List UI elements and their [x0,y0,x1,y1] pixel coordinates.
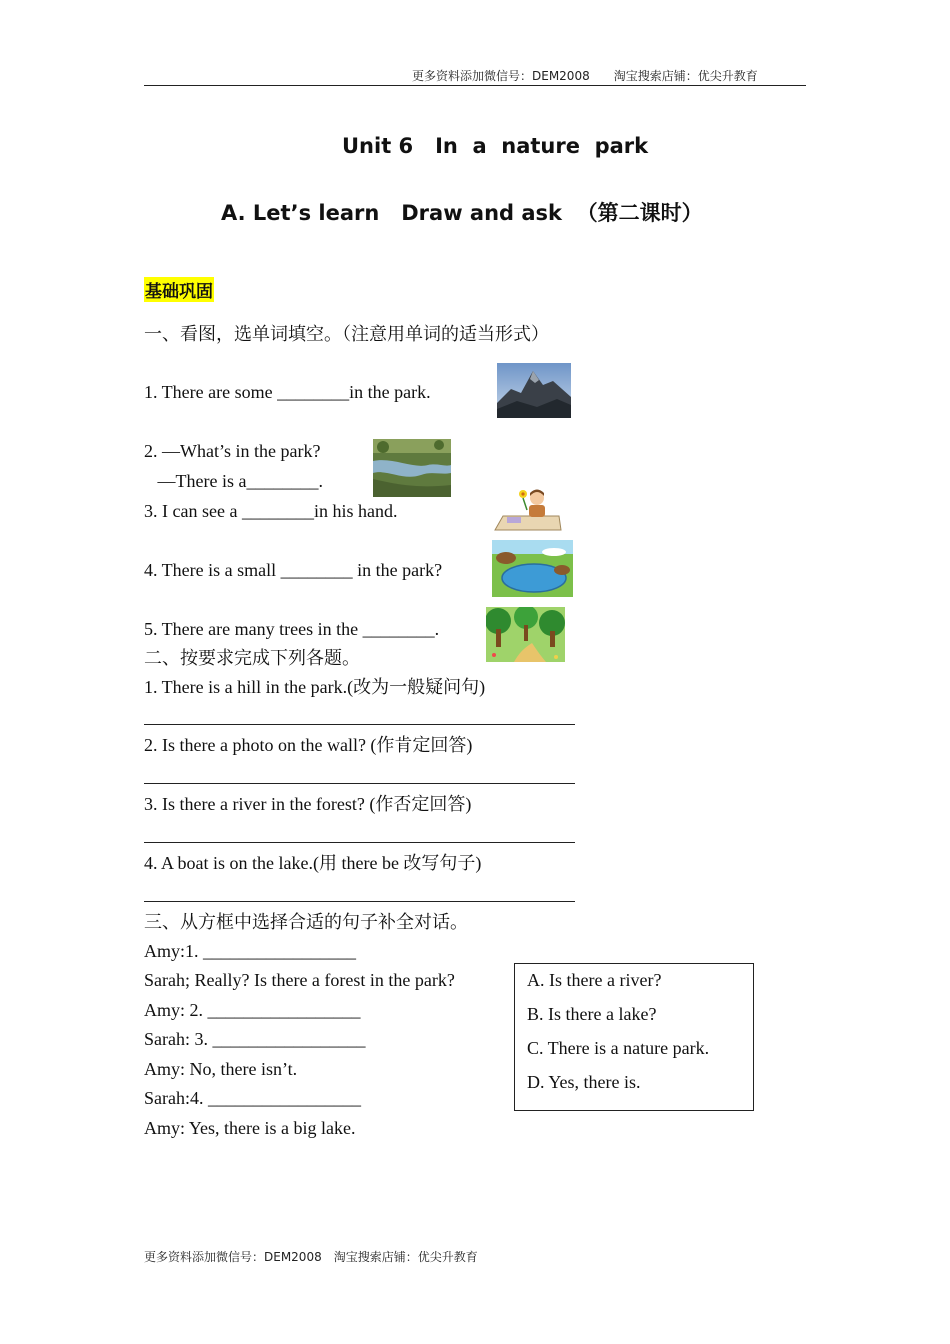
header-text: 更多资料添加微信号：DEM2008 淘宝搜索店铺：优尖升教育 [412,69,758,83]
answer-line-1 [144,724,575,725]
footer-text: 更多资料添加微信号：DEM2008 淘宝搜索店铺：优尖升教育 [144,1250,478,1264]
option-d: D. Yes, there is. [527,1072,641,1092]
part1-item-1: 1. There are some ________in the park. [144,382,431,402]
dialogue-line: Amy: Yes, there is a big lake. [144,1118,356,1138]
forest-cartoon [486,607,565,662]
header-divider [144,85,806,86]
dialogue-line: Sarah: 3. _________________ [144,1029,366,1049]
unit-title: Unit 6 In a nature park [342,134,649,158]
dialogue-line: Amy: No, there isn’t. [144,1059,298,1079]
option-c: C. There is a nature park. [527,1038,710,1058]
mountain-photo [497,363,571,418]
part1-item-3: 3. I can see a ________in his hand. [144,501,398,521]
answer-line-3 [144,842,575,843]
part1-item-4: 4. There is a small ________ in the park? [144,560,443,580]
part2-item-3: 3. Is there a river in the forest? (作否定回答) [144,794,472,814]
part1-item-2q: 2. —What’s in the park? [144,441,321,461]
answer-line-2 [144,783,575,784]
answer-line-4 [144,901,575,902]
part1-item-2a: —There is a________. [144,471,323,491]
part2-heading: 二、按要求完成下列各题。 [144,648,360,668]
part2-item-2: 2. Is there a photo on the wall? (作肯定回答) [144,735,473,755]
lesson-title: A. Let’s learn Draw and ask （第二课时） [221,201,703,225]
section-label: 基础巩固 [144,277,214,302]
part1-item-5: 5. There are many trees in the ________. [144,619,440,639]
part1-heading: 一、看图，选单词填空。（注意用单词的适当形式） [144,324,549,344]
part3-heading: 三、从方框中选择合适的句子补全对话。 [144,912,468,932]
options-box [514,963,754,1111]
dialogue-line: Amy:1. _________________ [144,941,357,961]
river-photo [373,439,451,497]
part2-item-4: 4. A boat is on the lake.(用 there be 改写句子) [144,853,482,873]
dialogue-line: Sarah; Really? Is there a forest in the park? [144,970,455,990]
lake-cartoon [492,540,573,597]
boy-with-flower [493,486,563,532]
option-b: B. Is there a lake? [527,1004,657,1024]
dialogue-line: Amy: 2. _________________ [144,1000,361,1020]
option-a: A. Is there a river? [527,970,662,990]
dialogue-line: Sarah:4. _________________ [144,1088,361,1108]
part2-item-1: 1. There is a hill in the park.(改为一般疑问句) [144,677,486,697]
